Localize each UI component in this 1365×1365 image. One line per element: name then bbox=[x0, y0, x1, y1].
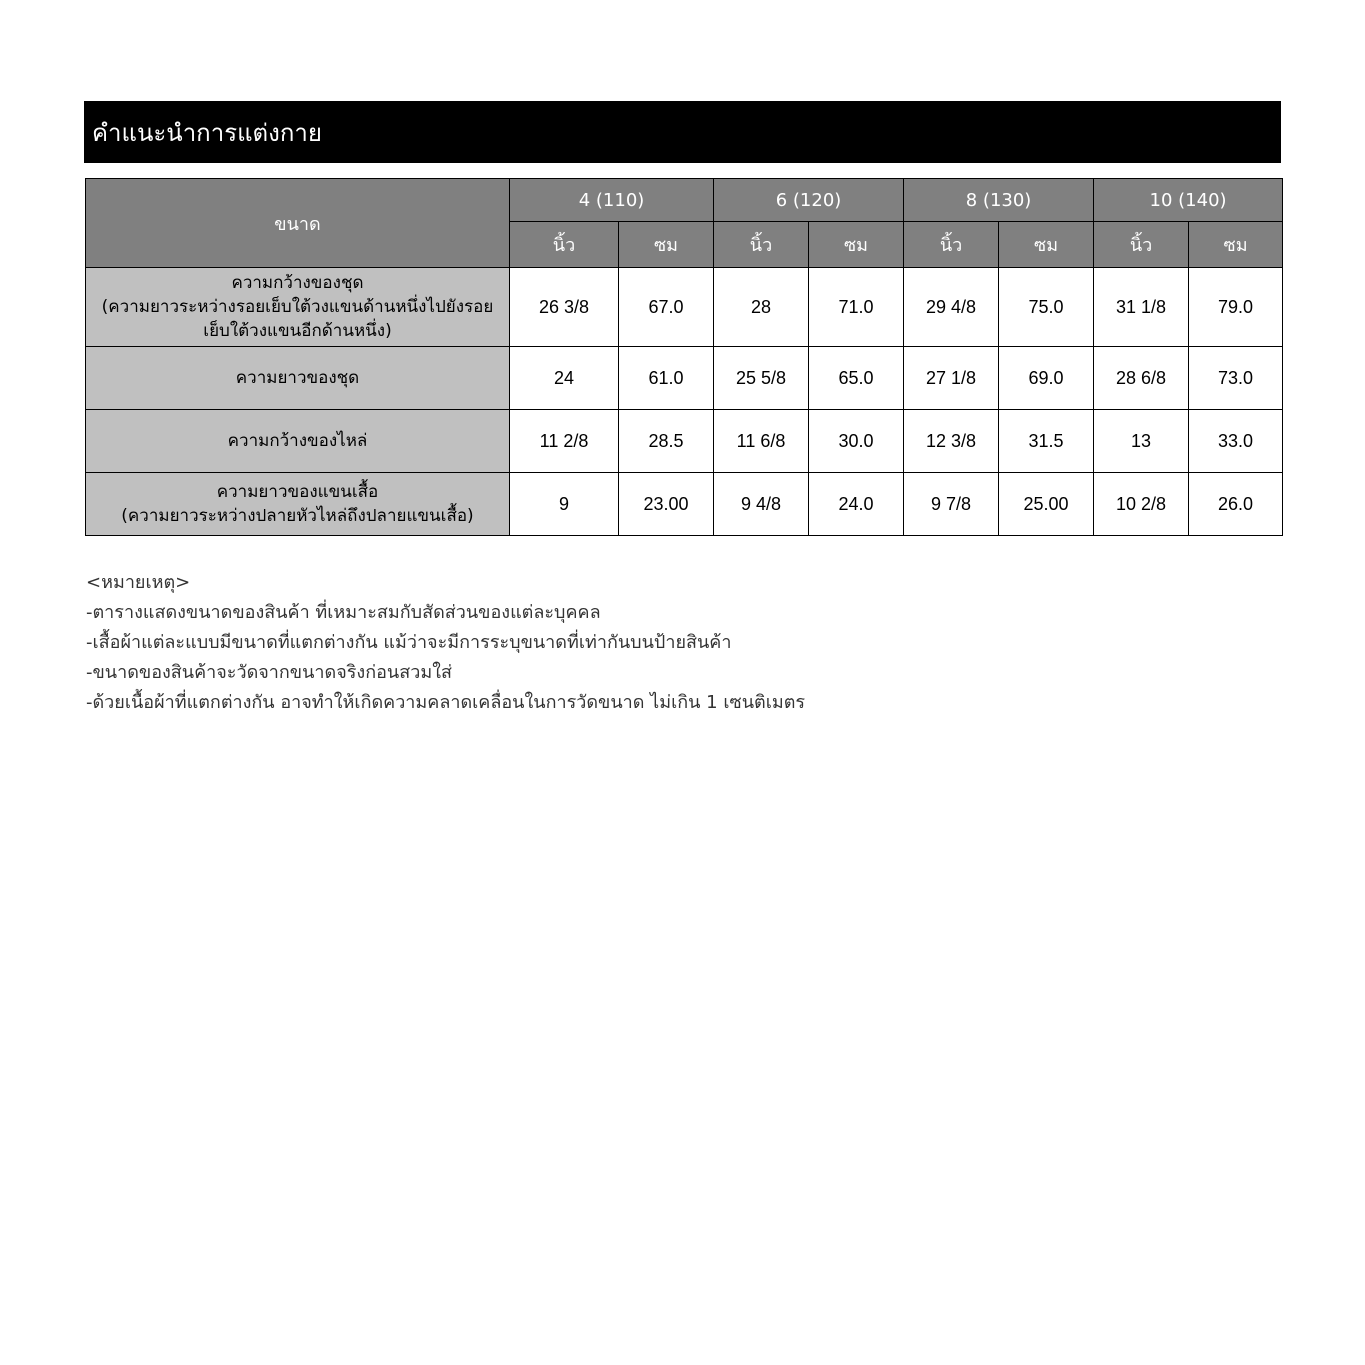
row-label-line: ความยาวของชุด bbox=[235, 368, 360, 388]
table-cell: 9 bbox=[510, 473, 619, 536]
table-cell: 73.0 bbox=[1189, 347, 1283, 410]
table-cell: 12 3/8 bbox=[904, 410, 999, 473]
table-cell: 61.0 bbox=[619, 347, 714, 410]
size-header: ขนาด bbox=[86, 179, 510, 268]
row-label-line: ความกว้างของไหล่ bbox=[227, 431, 368, 451]
table-cell: 25.00 bbox=[999, 473, 1094, 536]
table-row bbox=[86, 347, 1283, 410]
table-cell: 28 6/8 bbox=[1094, 347, 1189, 410]
table-cell: 25 5/8 bbox=[714, 347, 809, 410]
table-cell: 23.00 bbox=[619, 473, 714, 536]
size-col-header: 10 (140) bbox=[1094, 179, 1283, 222]
size-col-header: 8 (130) bbox=[904, 179, 1094, 222]
page-title-bar bbox=[84, 101, 1281, 163]
table-cell: 67.0 bbox=[619, 268, 714, 347]
note-item: -เสื้อผ้าแต่ละแบบมีขนาดที่แตกต่างกัน แม้ว่าจะมีการระบุขนาดที่เท่ากันบนป้ายสินค้า bbox=[86, 632, 732, 653]
notes-section bbox=[86, 568, 805, 718]
unit-header: ซม bbox=[619, 222, 714, 268]
row-label bbox=[86, 473, 510, 536]
row-label-line: เย็บใต้วงแขนอีกด้านหนึ่ง) bbox=[203, 321, 392, 341]
unit-header: นิ้ว bbox=[1094, 222, 1189, 268]
table-row bbox=[86, 268, 1283, 347]
unit-header: นิ้ว bbox=[904, 222, 999, 268]
row-label-line: (ความยาวระหว่างรอยเย็บใต้วงแขนด้านหนึ่งไปยังรอย bbox=[101, 297, 494, 317]
table-cell: 30.0 bbox=[809, 410, 904, 473]
unit-header: นิ้ว bbox=[714, 222, 809, 268]
table-cell: 9 7/8 bbox=[904, 473, 999, 536]
unit-header: ซม bbox=[1189, 222, 1283, 268]
table-cell: 75.0 bbox=[999, 268, 1094, 347]
note-item: -ด้วยเนื้อผ้าที่แตกต่างกัน อาจทำให้เกิดความคลาดเคลื่อนในการวัดขนาด ไม่เกิน 1 เซนติเมตร bbox=[86, 692, 806, 713]
size-header-row bbox=[86, 179, 1283, 222]
table-cell: 24.0 bbox=[809, 473, 904, 536]
table-cell: 28.5 bbox=[619, 410, 714, 473]
note-item: -ตารางแสดงขนาดของสินค้า ที่เหมาะสมกับสัดส่วนของแต่ละบุคคล bbox=[86, 602, 601, 623]
table-cell: 26.0 bbox=[1189, 473, 1283, 536]
table-row bbox=[86, 473, 1283, 536]
page-title: คำแนะนำการแต่งกาย bbox=[92, 118, 322, 147]
table-cell: 26 3/8 bbox=[510, 268, 619, 347]
table-cell: 28 bbox=[714, 268, 809, 347]
unit-header: นิ้ว bbox=[510, 222, 619, 268]
row-label bbox=[86, 347, 510, 410]
table-row bbox=[86, 410, 1283, 473]
table-cell: 65.0 bbox=[809, 347, 904, 410]
table-cell: 33.0 bbox=[1189, 410, 1283, 473]
table-cell: 9 4/8 bbox=[714, 473, 809, 536]
table-cell: 79.0 bbox=[1189, 268, 1283, 347]
notes-heading: <หมายเหตุ> bbox=[86, 572, 191, 593]
row-label-line: ความยาวของแขนเสื้อ bbox=[216, 482, 379, 502]
table-cell: 69.0 bbox=[999, 347, 1094, 410]
table-cell: 29 4/8 bbox=[904, 268, 999, 347]
row-label-line: (ความยาวระหว่างปลายหัวไหล่ถึงปลายแขนเสื้อ) bbox=[121, 506, 474, 526]
table-cell: 24 bbox=[510, 347, 619, 410]
table-cell: 27 1/8 bbox=[904, 347, 999, 410]
row-label-line: ความกว้างของชุด bbox=[231, 273, 364, 293]
size-chart-table bbox=[85, 178, 1283, 536]
row-label bbox=[86, 268, 510, 347]
table-cell: 13 bbox=[1094, 410, 1189, 473]
size-col-header: 6 (120) bbox=[714, 179, 904, 222]
table-cell: 11 2/8 bbox=[510, 410, 619, 473]
table-cell: 11 6/8 bbox=[714, 410, 809, 473]
table-cell: 10 2/8 bbox=[1094, 473, 1189, 536]
row-label bbox=[86, 410, 510, 473]
table-cell: 71.0 bbox=[809, 268, 904, 347]
size-col-header: 4 (110) bbox=[510, 179, 714, 222]
unit-header: ซม bbox=[809, 222, 904, 268]
unit-header: ซม bbox=[999, 222, 1094, 268]
note-item: -ขนาดของสินค้าจะวัดจากขนาดจริงก่อนสวมใส่ bbox=[86, 662, 452, 683]
table-cell: 31 1/8 bbox=[1094, 268, 1189, 347]
table-cell: 31.5 bbox=[999, 410, 1094, 473]
